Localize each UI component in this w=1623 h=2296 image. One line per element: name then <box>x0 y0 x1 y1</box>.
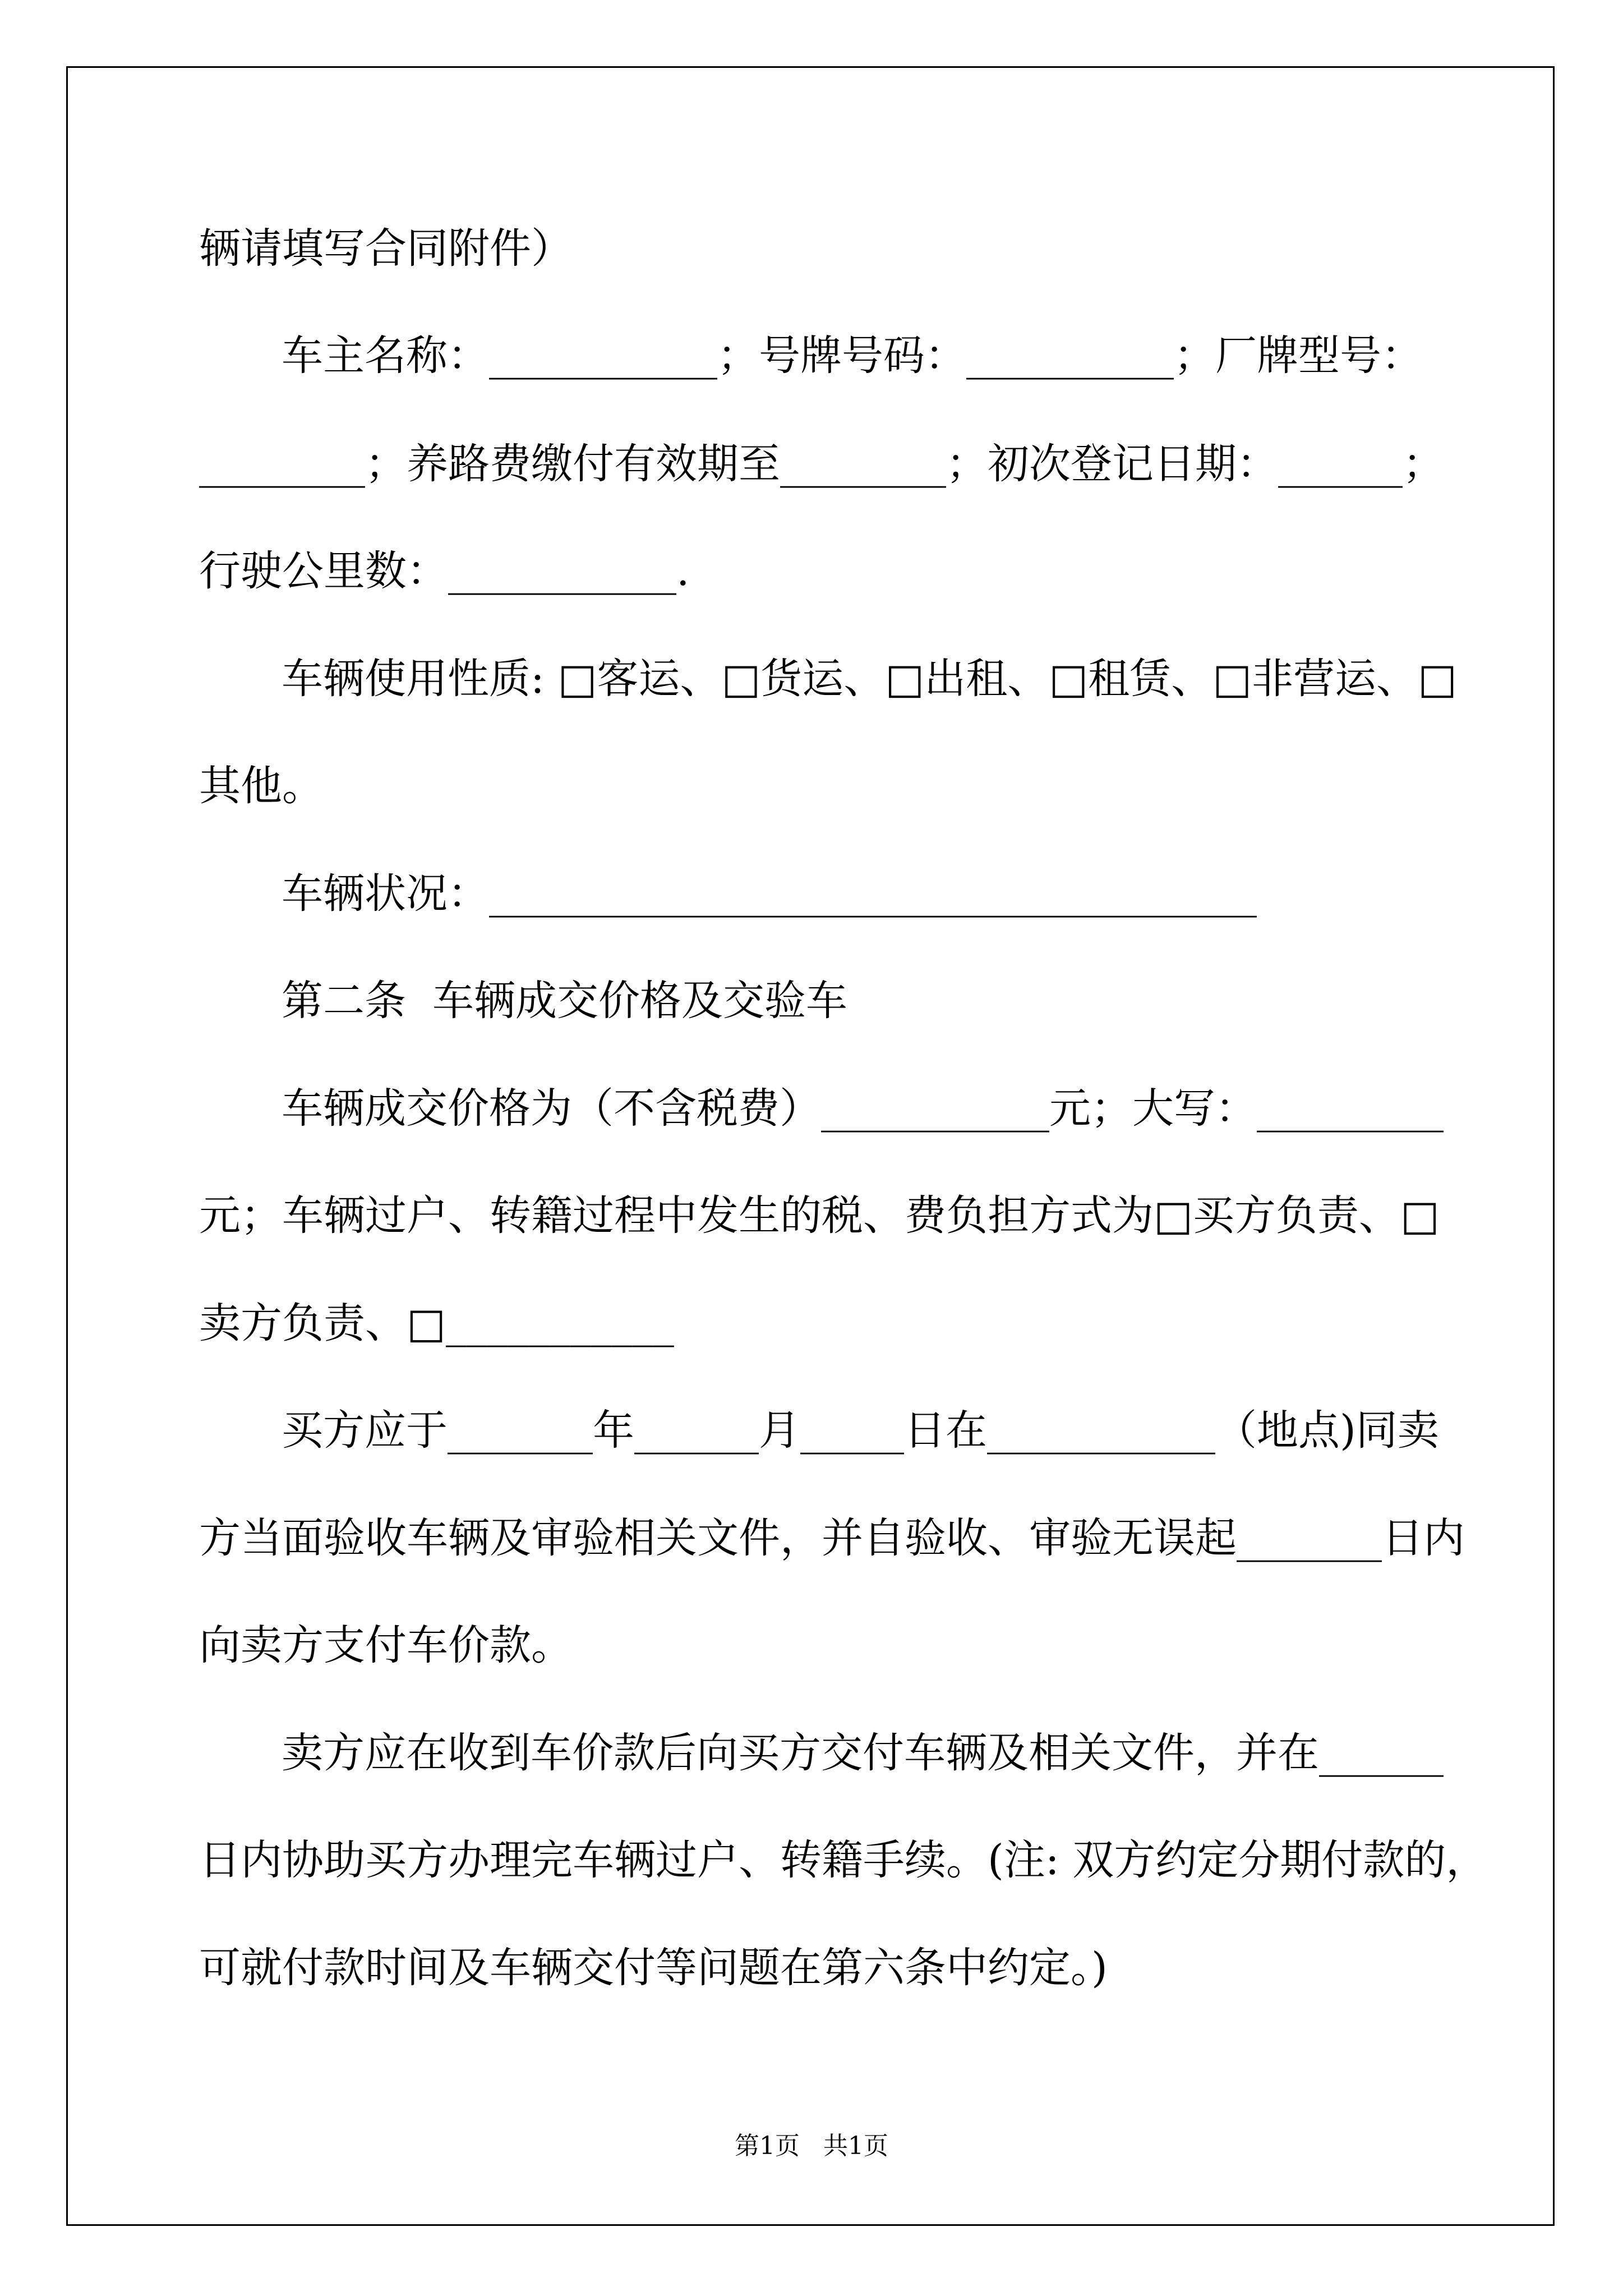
section-heading: 第二条 车辆成交价格及交验车 <box>282 977 848 1025</box>
text-line: 卖方负责、□___________ <box>199 1299 674 1347</box>
text-line: 买方应于_______年______月_____日在___________（地点)同卖 <box>282 1406 1439 1455</box>
text-line: 卖方应在收到车价款后向买方交付车辆及相关文件，并在______ <box>282 1729 1444 1777</box>
page-border <box>66 66 1555 2226</box>
text-line: 向卖方支付车价款。 <box>199 1621 573 1669</box>
page-footer: 第1页 共1页 <box>735 2132 888 2160</box>
text-line: ________；养路费缴付有效期至________；初次登记日期：______； <box>199 440 1444 488</box>
text-line: 方当面验收车辆及审验相关文件，并自验收、审验无误起_______日内 <box>199 1514 1465 1562</box>
text-line: 日内协助买方办理完车辆过户、转籍手续。(注: 双方约定分期付款的， <box>199 1836 1488 1884</box>
text-line: 辆请填写合同附件） <box>199 224 573 273</box>
text-line: 行驶公里数：___________. <box>199 547 690 595</box>
text-line: 其他。 <box>199 762 324 810</box>
text-line: 可就付款时间及车辆交付等问题在第六条中约定。) <box>199 1944 1108 1992</box>
text-line: 元；车辆过户、转籍过程中发生的税、费负担方式为□买方负责、□ <box>199 1191 1440 1240</box>
text-line: 车辆状况：_____________________________________ <box>282 869 1257 918</box>
text-line: 车辆使用性质: □客运、□货运、□出租、□租赁、□非营运、□ <box>282 655 1457 703</box>
text-line: 车主名称：___________；号牌号码：__________；厂牌型号： <box>282 332 1423 380</box>
text-line: 车辆成交价格为（不含税费）___________元；大写：_________ <box>282 1084 1444 1133</box>
